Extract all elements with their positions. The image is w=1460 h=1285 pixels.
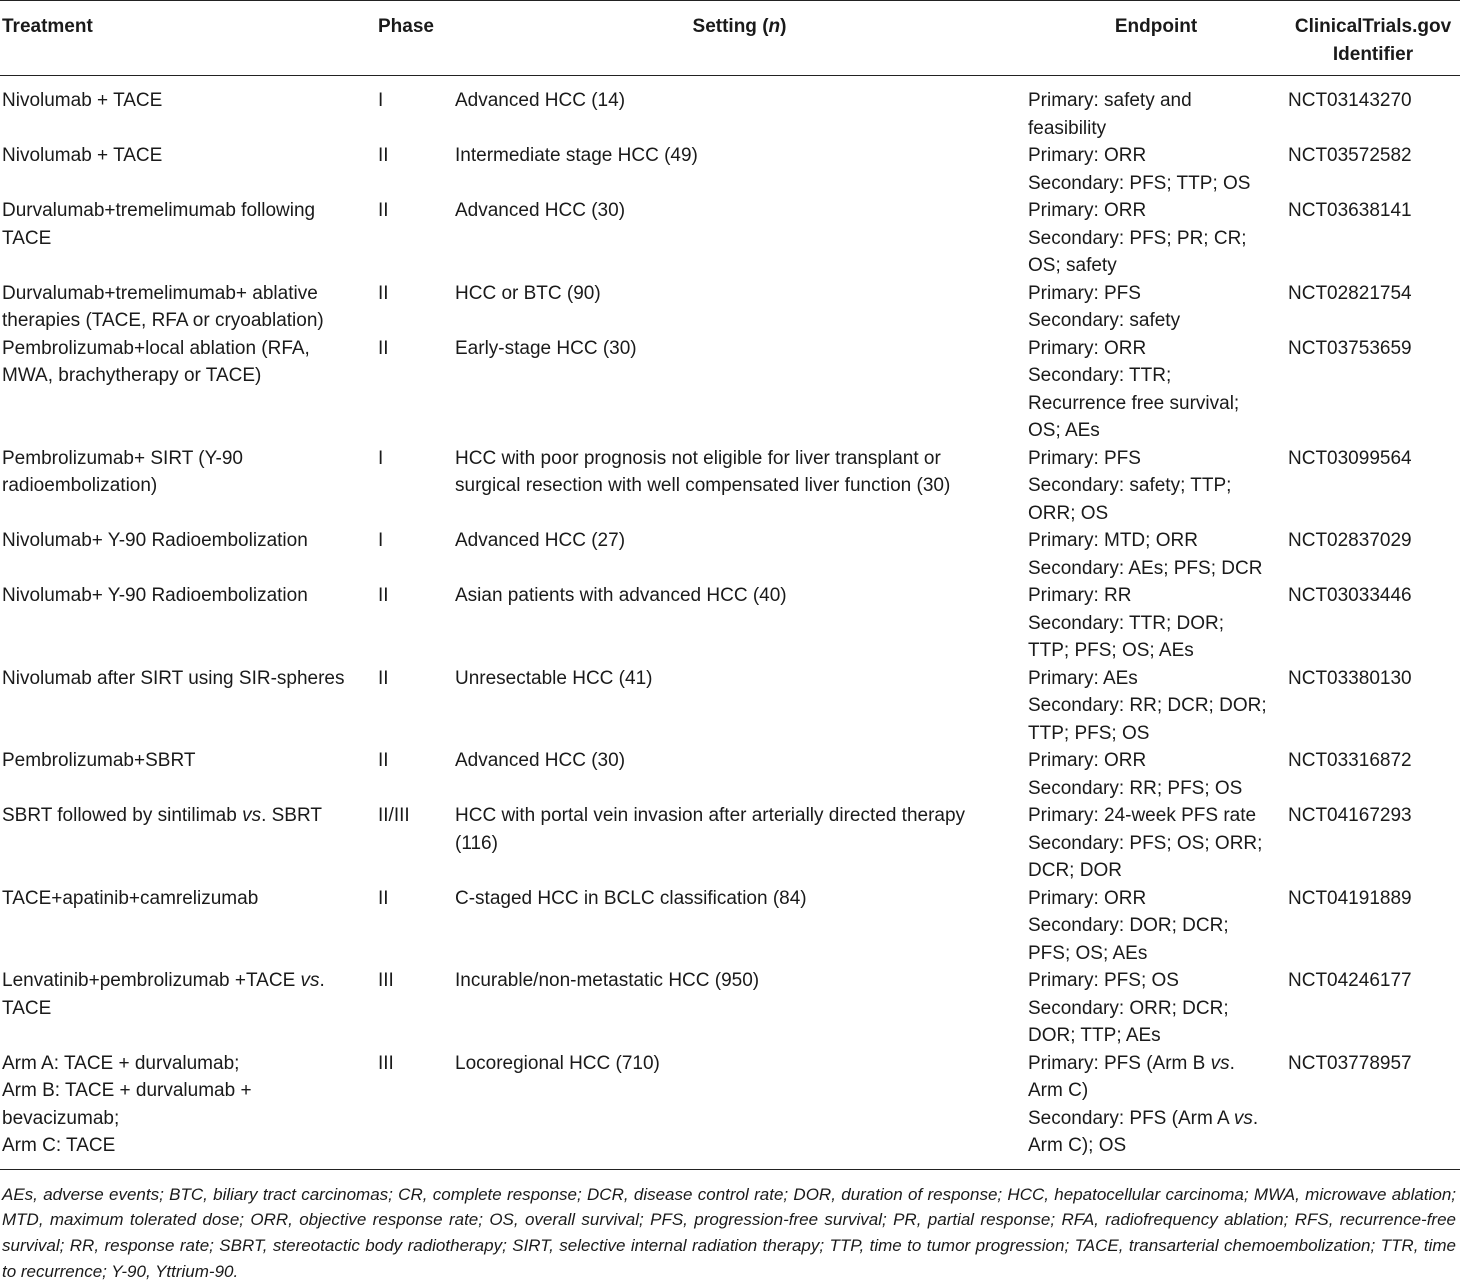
endpoint-line: Primary: PFS; OS [1028,970,1179,991]
table-row [0,76,1460,143]
endpoint-line [1028,1132,1286,1160]
endpoint-line: Primary: MTD; ORR [1028,530,1198,551]
setting-line: Advanced HCC (14) [455,90,626,111]
header-phase: Phase [378,16,434,37]
cell-treatment [0,967,376,1050]
endpoint-line: TTP; PFS; OS; AEs [1028,640,1194,661]
cell-identifier: NCT03033446 [1288,585,1412,606]
endpoint-line: Primary: ORR [1028,887,1147,909]
endpoint-line: Primary: AEs [1028,667,1138,689]
treatment-line: Durvalumab+tremelimumab following [2,200,316,221]
table-row [0,142,1460,197]
cell-phase: II [378,667,389,689]
endpoint-line: Primary: 24-week PFS rate [1028,805,1257,826]
setting-line: HCC with poor prognosis not eligible for liver transplant or [455,447,941,469]
setting-line: Advanced HCC (27) [455,530,626,551]
cell-treatment [0,280,376,335]
treatment-line: therapies (TACE, RFA or cryoablation) [2,310,324,331]
endpoint-line: Secondary: PFS; PR; CR; [1028,227,1247,249]
cell-setting [453,445,1026,528]
endpoint-line: Secondary: RR; PFS; OS [1028,777,1243,799]
cell-endpoint [1026,802,1286,885]
endpoint-line: Secondary: PFS; OS; ORR; [1028,832,1263,854]
setting-line: Locoregional HCC (710) [455,1052,660,1074]
cell-treatment [0,582,376,665]
header-endpoint: Endpoint [1114,16,1198,37]
endpoint-text: . [1252,1107,1259,1129]
cell-setting [453,527,1026,582]
table-body [0,76,1460,1170]
cell-identifier: NCT03143270 [1288,90,1412,111]
cell-identifier: NCT03572582 [1288,145,1412,166]
setting-line: HCC with portal vein invasion after arterially directed therapy [455,805,966,826]
endpoint-text: Secondary: PFS (Arm A [1028,1107,1234,1129]
endpoint-line: Secondary: RR; DCR; DOR; [1028,695,1267,716]
endpoint-line: TTP; PFS; OS [1028,722,1150,744]
treatment-line: Nivolumab + TACE [2,145,163,166]
table-row [0,582,1460,665]
cell-treatment [0,1050,376,1170]
setting-line: C-staged HCC in BCLC classification (84) [455,887,807,909]
endpoint-text: Primary: PFS (Arm B [1028,1052,1211,1074]
treatment-text: . [319,970,325,991]
treatment-text: . SBRT [261,805,322,826]
treatment-italic-vs: vs [300,970,320,991]
endpoint-text: Arm C); OS [1028,1135,1127,1156]
cell-endpoint [1026,142,1286,197]
treatment-line [2,967,376,995]
treatment-italic-vs: vs [242,805,262,826]
cell-treatment [0,747,376,802]
table-row [0,747,1460,802]
cell-treatment [0,665,376,748]
setting-line: Advanced HCC (30) [455,200,626,221]
treatment-line: Arm A: TACE + durvalumab; [2,1052,240,1074]
header-setting-text: Setting ( [692,16,769,37]
cell-setting [453,280,1026,335]
cell-identifier: NCT03380130 [1288,667,1412,689]
header-identifier-line1: ClinicalTrials.gov [1294,16,1452,37]
setting-line: surgical resection with well compensated liver function (30) [455,475,951,496]
cell-setting [453,76,1026,143]
setting-line: HCC or BTC (90) [455,282,601,304]
cell-identifier: NCT04167293 [1288,805,1412,826]
cell-identifier: NCT03778957 [1288,1052,1412,1074]
endpoint-line: Primary: ORR [1028,337,1147,359]
treatment-line: Nivolumab+ Y-90 Radioembolization [2,585,308,606]
cell-phase: II [378,887,389,909]
cell-setting [453,665,1026,748]
treatment-line: Pembrolizumab+local ablation (RFA, [2,337,310,359]
treatment-line: TACE [2,227,52,249]
cell-identifier: NCT04246177 [1288,970,1412,991]
endpoint-line: Primary: ORR [1028,750,1147,771]
endpoint-italic-vs: vs [1210,1052,1230,1074]
cell-treatment [0,802,376,885]
cell-identifier: NCT02837029 [1288,530,1412,551]
setting-line: Incurable/non-metastatic HCC (950) [455,970,760,991]
treatment-line: Arm C: TACE [2,1135,116,1156]
endpoint-line: Primary: ORR [1028,200,1147,221]
cell-endpoint [1026,197,1286,280]
endpoint-line: Primary: safety and [1028,90,1192,111]
treatment-text: SBRT followed by sintilimab [2,805,243,826]
endpoint-text: Arm C) [1028,1080,1089,1101]
endpoint-line: Primary: PFS [1028,282,1141,304]
endpoint-line: Primary: PFS [1028,447,1141,469]
endpoint-line: Secondary: ORR; DCR; [1028,997,1229,1019]
header-setting [453,1,1026,76]
treatment-line: Arm B: TACE + durvalumab + [2,1080,252,1101]
cell-phase: II [378,750,389,771]
endpoint-line: Secondary: TTR; [1028,365,1172,386]
cell-phase: II [378,585,389,606]
cell-phase: I [378,447,384,469]
table-row [0,335,1460,445]
cell-treatment [0,335,376,445]
table-row [0,665,1460,748]
cell-treatment [0,527,376,582]
cell-setting [453,142,1026,197]
cell-phase: I [378,90,384,111]
treatment-line: MWA, brachytherapy or TACE) [2,365,262,386]
header-setting-close: ) [780,16,787,37]
treatment-line: Nivolumab + TACE [2,90,163,111]
cell-setting [453,335,1026,445]
table-row [0,967,1460,1050]
header-identifier [1286,1,1460,76]
endpoint-line: Secondary: TTR; DOR; [1028,612,1225,634]
treatment-line: Nivolumab+ Y-90 Radioembolization [2,530,308,551]
cell-phase: I [378,530,384,551]
endpoint-line: Secondary: AEs; PFS; DCR [1028,557,1263,579]
setting-line: Advanced HCC (30) [455,750,626,771]
endpoint-line: DCR; DOR [1028,860,1122,881]
cell-identifier: NCT03753659 [1288,337,1412,359]
endpoint-line: OS; safety [1028,255,1117,276]
setting-line: Early-stage HCC (30) [455,337,637,359]
cell-treatment [0,445,376,528]
cell-setting [453,197,1026,280]
table-row [0,885,1460,968]
cell-setting [453,967,1026,1050]
cell-identifier: NCT03099564 [1288,447,1412,469]
header-treatment: Treatment [2,16,93,37]
treatment-line: TACE [2,997,52,1019]
cell-identifier: NCT02821754 [1288,282,1412,304]
cell-setting [453,747,1026,802]
setting-line: Unresectable HCC (41) [455,667,653,689]
cell-endpoint [1026,76,1286,143]
endpoint-line: ORR; OS [1028,502,1109,524]
treatment-line: Pembrolizumab+SBRT [2,750,196,771]
cell-phase: II [378,145,389,166]
cell-identifier: NCT04191889 [1288,887,1412,909]
treatment-line: Nivolumab after SIRT using SIR-spheres [2,667,345,689]
cell-setting [453,1050,1026,1170]
endpoint-line: Secondary: PFS; TTP; OS [1028,172,1251,194]
endpoint-line: feasibility [1028,117,1107,139]
treatment-line [2,802,376,830]
table-row [0,280,1460,335]
treatment-text: Lenvatinib+pembrolizumab +TACE [2,970,301,991]
endpoint-line [1028,1050,1286,1078]
cell-setting [453,802,1026,885]
cell-endpoint [1026,335,1286,445]
cell-treatment [0,142,376,197]
endpoint-line: Primary: RR [1028,585,1132,606]
endpoint-text: . [1229,1052,1235,1074]
cell-phase: II [378,200,389,221]
endpoint-line [1028,1077,1286,1105]
cell-endpoint [1026,527,1286,582]
endpoint-line: DOR; TTP; AEs [1028,1025,1161,1046]
table-row [0,1050,1460,1170]
cell-phase: III [378,970,394,991]
endpoint-line: Recurrence free survival; [1028,392,1240,414]
table-footnote: AEs, adverse events; BTC, biliary tract carcinomas; CR, complete response; DCR, disease control rate; DOR, duration of response; HCC, hepatocellular carcinoma; MWA, microwave ablation; MTD, maximum tolerated dose; ORR, objective response rate; OS, overall survival; PFS, progression-free survival; PR, partial response; RFA, radiofrequency ablation; RFS, recurrence-free survival; RR, response rate; SBRT, stereotactic body radiotherapy; SIRT, selective internal radiation therapy; TTP, time to tumor progression; TACE, transarterial chemoembolization; TTR, time to recurrence; Y-90, Yttrium-90. [2,1184,1456,1281]
cell-phase: II [378,282,389,304]
cell-treatment [0,885,376,968]
endpoint-line: Secondary: safety [1028,310,1181,331]
setting-line: Asian patients with advanced HCC (40) [455,585,787,606]
endpoint-line: PFS; OS; AEs [1028,942,1148,964]
cell-phase: III [378,1052,394,1074]
endpoint-line: Secondary: DOR; DCR; [1028,915,1229,936]
cell-treatment [0,197,376,280]
table-row [0,527,1460,582]
treatment-line: radioembolization) [2,475,158,496]
setting-line: Intermediate stage HCC (49) [455,145,698,166]
cell-endpoint [1026,747,1286,802]
table-row [0,802,1460,885]
endpoint-italic-vs: vs [1233,1107,1253,1129]
treatment-line: Pembrolizumab+ SIRT (Y-90 [2,447,243,469]
table-row [0,197,1460,280]
cell-phase: II [378,337,389,359]
cell-endpoint [1026,967,1286,1050]
treatment-line: Durvalumab+tremelimumab+ ablative [2,282,318,304]
cell-endpoint [1026,885,1286,968]
cell-endpoint [1026,445,1286,528]
cell-identifier: NCT03638141 [1288,200,1412,221]
cell-endpoint [1026,582,1286,665]
cell-treatment [0,76,376,143]
cell-endpoint [1026,1050,1286,1170]
cell-phase: II/III [378,805,410,826]
header-identifier-line2: Identifier [1332,43,1414,65]
cell-setting [453,582,1026,665]
cell-endpoint [1026,280,1286,335]
cell-identifier: NCT03316872 [1288,750,1412,771]
endpoint-line: Secondary: safety; TTP; [1028,475,1232,496]
header-row [0,1,1460,76]
treatment-line: bevacizumab; [2,1107,120,1129]
setting-line: (116) [455,832,498,854]
endpoint-line: OS; AEs [1028,420,1100,441]
cell-endpoint [1026,665,1286,748]
header-setting-n: n [768,16,781,37]
cell-setting [453,885,1026,968]
endpoint-line: Primary: ORR [1028,145,1147,166]
treatment-line: TACE+apatinib+camrelizumab [2,887,259,909]
table-row [0,445,1460,528]
endpoint-line [1028,1105,1286,1133]
